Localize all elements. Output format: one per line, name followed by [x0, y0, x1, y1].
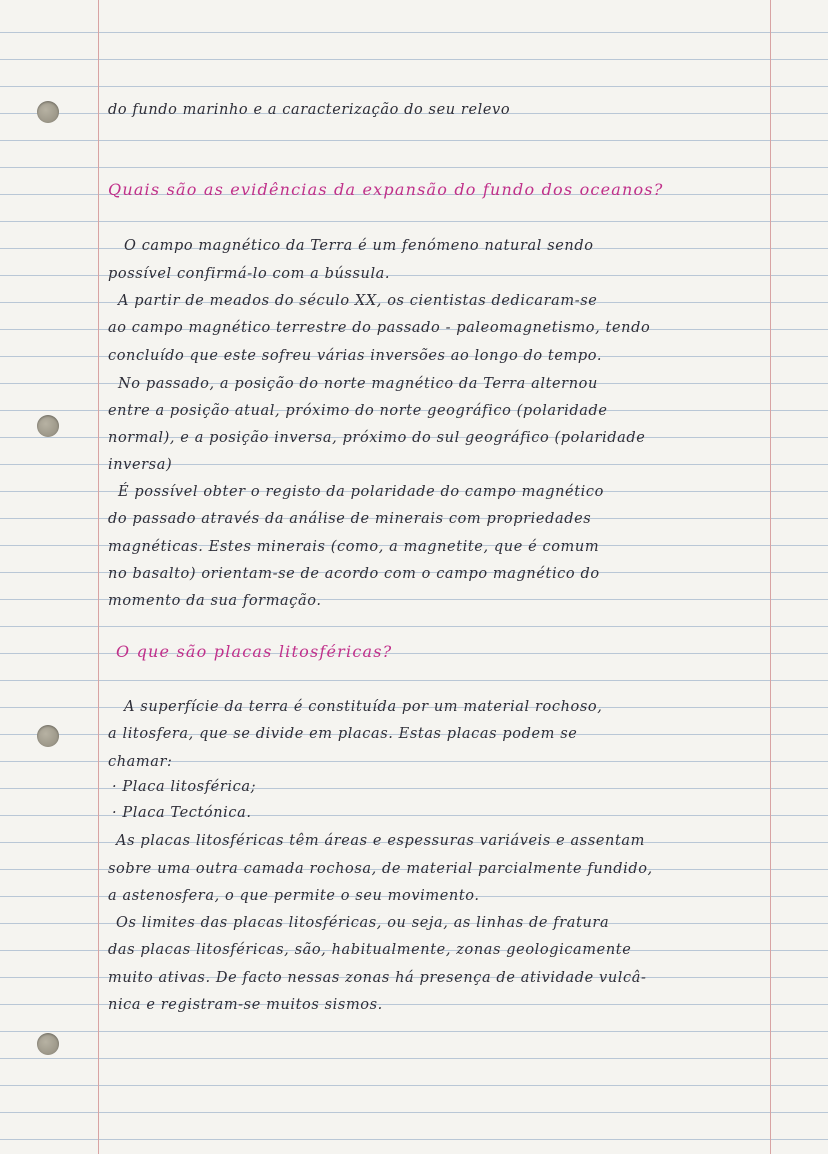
note-line: sobre uma outra camada rochosa, de material parcialmente fundido,: [108, 861, 653, 877]
note-line: inversa): [108, 457, 173, 473]
note-line: · Placa litosférica;: [112, 779, 257, 795]
note-line: magnéticas. Estes minerais (como, a magnetite, que é comum: [108, 539, 600, 555]
note-line: a litosfera, que se divide em placas. Estas placas podem se: [108, 726, 578, 742]
note-line: no basalto) orientam-se de acordo com o campo magnético do: [108, 566, 600, 582]
right-margin-line: [770, 0, 771, 1154]
note-line: ao campo magnético terrestre do passado - paleomagnetismo, tendo: [108, 320, 651, 336]
note-line: As placas litosféricas têm áreas e espessuras variáveis e assentam: [116, 833, 646, 849]
note-line: chamar:: [108, 754, 173, 770]
question-heading: Quais são as evidências da expansão do fundo dos oceanos?: [108, 180, 664, 199]
note-line: momento da sua formação.: [108, 593, 322, 609]
note-line: muito ativas. De facto nessas zonas há presença de atividade vulcâ-: [108, 970, 647, 986]
note-line: No passado, a posição do norte magnético da Terra alternou: [118, 376, 598, 392]
note-line: A superfície da terra é constituída por um material rochoso,: [124, 699, 603, 715]
binder-hole: [37, 725, 59, 747]
question-heading: O que são placas litosféricas?: [116, 642, 393, 661]
note-line: possível confirmá-lo com a bússula.: [108, 266, 391, 282]
note-line: nica e registram-se muitos sismos.: [108, 997, 383, 1013]
note-line: concluído que este sofreu várias inversões ao longo do tempo.: [108, 348, 603, 364]
note-line: do fundo marinho e a caracterização do seu relevo: [108, 102, 511, 118]
binder-hole: [37, 101, 59, 123]
note-line: Os limites das placas litosféricas, ou seja, as linhas de fratura: [116, 915, 610, 931]
note-line: entre a posição atual, próximo do norte geográfico (polaridade: [108, 403, 608, 419]
note-line: do passado através da análise de minerais com propriedades: [108, 511, 592, 527]
note-line: · Placa Tectónica.: [112, 805, 252, 821]
note-line: O campo magnético da Terra é um fenómeno natural sendo: [124, 238, 594, 254]
binder-hole: [37, 1033, 59, 1055]
left-margin-line: [98, 0, 99, 1154]
note-line: normal), e a posição inversa, próximo do sul geográfico (polaridade: [108, 430, 646, 446]
note-line: A partir de meados do século XX, os cientistas dedicaram-se: [118, 293, 598, 309]
note-line: É possível obter o registo da polaridade do campo magnético: [118, 484, 604, 500]
note-line: a astenosfera, o que permite o seu movimento.: [108, 888, 480, 904]
binder-hole: [37, 415, 59, 437]
note-line: das placas litosféricas, são, habitualmente, zonas geologicamente: [108, 942, 632, 958]
